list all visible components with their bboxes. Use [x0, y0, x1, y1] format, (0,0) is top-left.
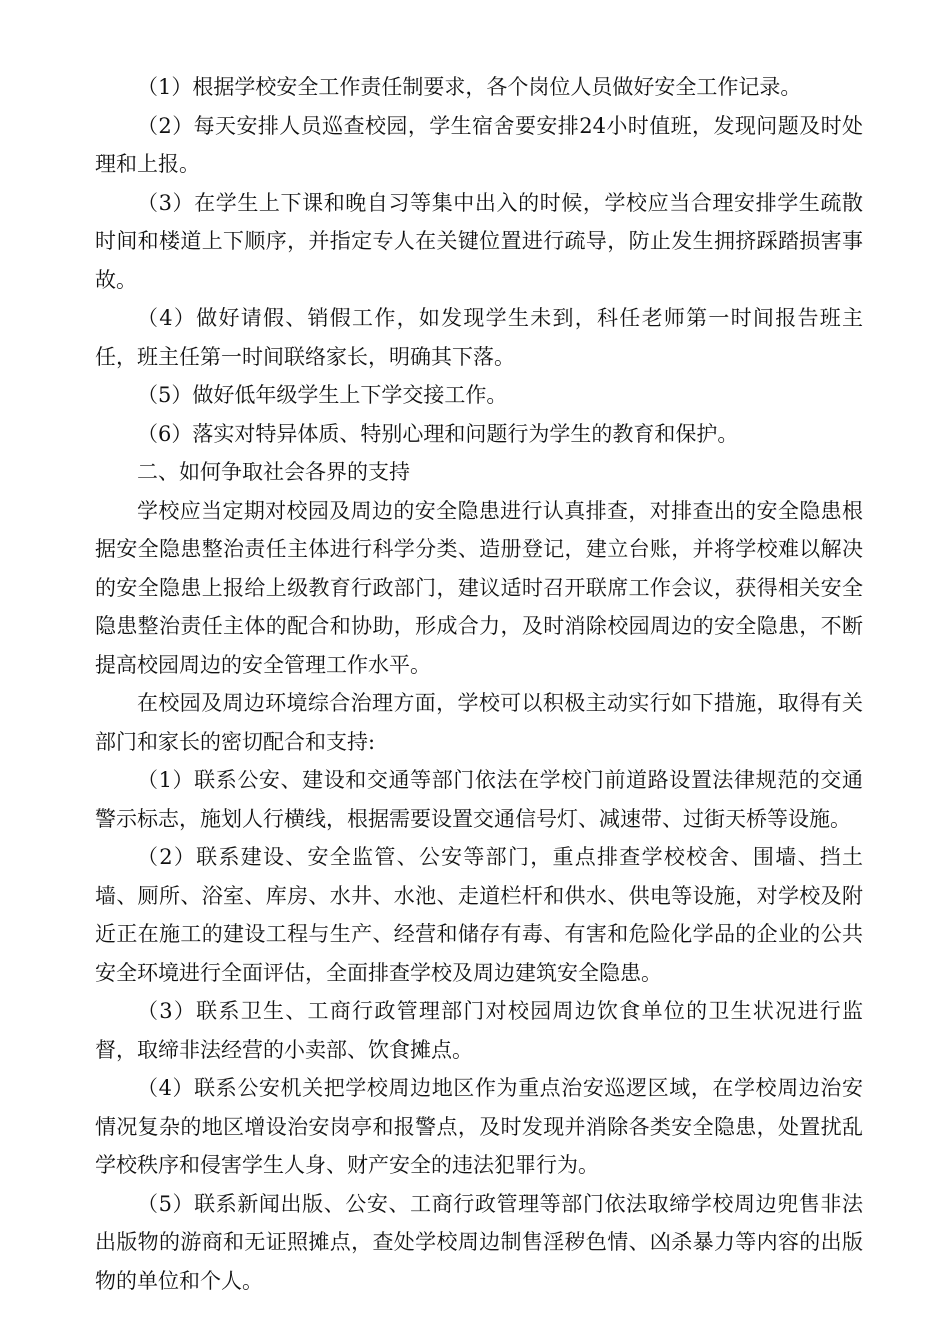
paragraph-body-1: 学校应当定期对校园及周边的安全隐患进行认真排查，对排查出的安全隐患根据安全隐患整治责任主体进行科学分类、造册登记，建立台账，并将学校难以解决的安全隐患上报给上级教育行政部门，建议适时召开联席工作会议，获得相关安全隐患整治责任主体的配合和协助，形成合力，及时消除校园周边的安全隐患，不断提高校园周边的安全管理工作水平。	[95, 498, 863, 677]
paragraph-measure-1: （1）联系公安、建设和交通等部门依法在学校门前道路设置法律规范的交通警示标志，施划人行横线，根据需要设置交通信号灯、减速带、过街天桥等设施。	[95, 768, 863, 831]
document-page	[95, 68, 863, 1300]
paragraph-measure-3: （3）联系卫生、工商行政管理部门对校园周边饮食单位的卫生状况进行监督，取缔非法经营的小卖部、饮食摊点。	[95, 999, 863, 1062]
paragraph-1: （1）根据学校安全工作责任制要求，各个岗位人员做好安全工作记录。	[137, 75, 802, 99]
paragraph-6: （6）落实对特异体质、特别心理和问题行为学生的教育和保护。	[137, 421, 739, 446]
paragraph-5: （5）做好低年级学生上下学交接工作。	[137, 383, 508, 407]
paragraph-4: （4）做好请假、销假工作，如发现学生未到，科任老师第一时间报告班主任，班主任第一时间联络家长，明确其下落。	[95, 306, 863, 369]
paragraph-body-2: 在校园及周边环境综合治理方面，学校可以积极主动实行如下措施，取得有关部门和家长的密切配合和支持:	[95, 691, 863, 754]
paragraph-measure-5: （5）联系新闻出版、公安、工商行政管理等部门依法取缔学校周边兜售非法出版物的游商和无证照摊点，查处学校周边制售淫秽色情、凶杀暴力等内容的出版物的单位和个人。	[95, 1191, 863, 1293]
paragraph-measure-4: （4）联系公安机关把学校周边地区作为重点治安巡逻区域，在学校周边治安情况复杂的地区增设治安岗亭和报警点，及时发现并消除各类安全隐患，处置扰乱学校秩序和侵害学生人身、财产安全的违法犯罪行为。	[95, 1076, 863, 1177]
paragraph-3: （3）在学生上下课和晚自习等集中出入的时候，学校应当合理安排学生疏散时间和楼道上下顺序，并指定专人在关键位置进行疏导，防止发生拥挤踩踏损害事故。	[95, 190, 863, 292]
section-heading: 二、如何争取社会各界的支持	[137, 460, 410, 484]
paragraph-measure-2: （2）联系建设、安全监管、公安等部门，重点排查学校校舍、围墙、挡土墙、厕所、浴室、库房、水井、水池、走道栏杆和供水、供电等设施，对学校及附近正在施工的建设工程与生产、经营和储存有毒、有害和危险化学品的企业的公共安全环境进行全面评估，全面排查学校及周边建筑安全隐患。	[95, 845, 863, 985]
paragraph-2: （2）每天安排人员巡查校园，学生宿舍要安排24小时值班，发现问题及时处理和上报。	[95, 113, 863, 176]
